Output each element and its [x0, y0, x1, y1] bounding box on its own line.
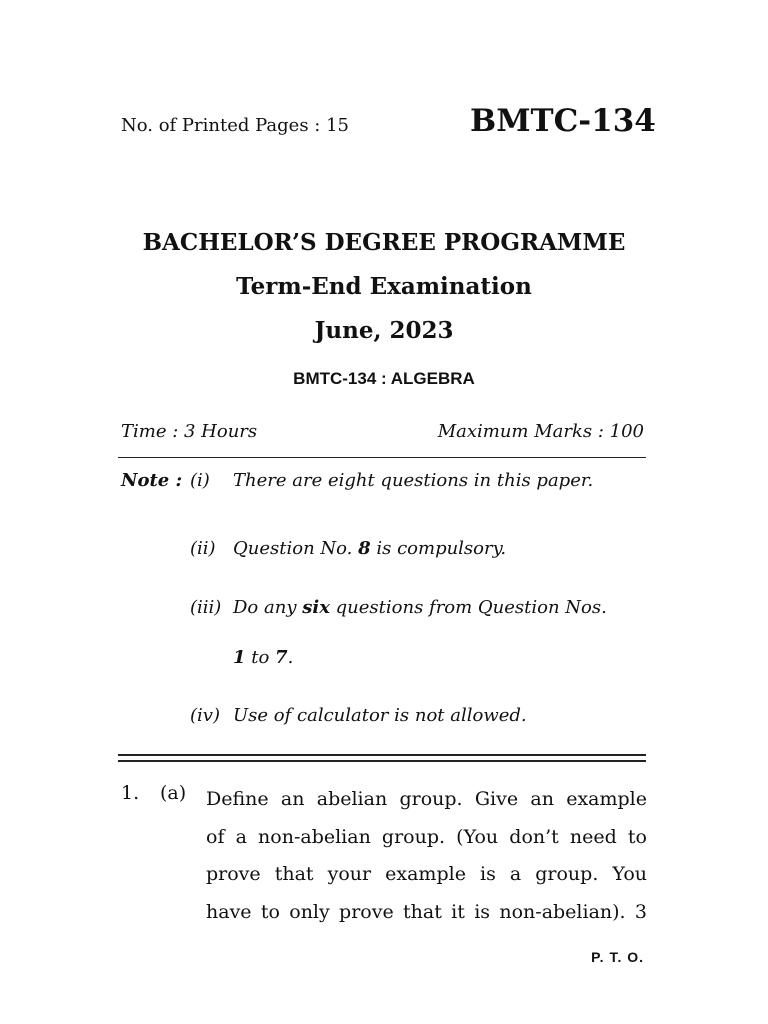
note-item-number: (i) [190, 470, 210, 491]
exam-title: Term-End Examination [236, 273, 532, 300]
time-allowed: Time : 3 Hours [121, 421, 258, 442]
note-label: Note : [121, 470, 183, 491]
question-line: of a non-abelian group. (You don’t need to [206, 825, 647, 848]
question-line: have to only prove that it is non-abelian). 3 [206, 900, 647, 923]
header-divider [118, 457, 646, 458]
note-item-continuation: 1 to 7. [233, 647, 294, 668]
note-item-number: (ii) [190, 538, 216, 559]
note-item-number: (iii) [190, 597, 222, 618]
please-turn-over: P. T. O. [591, 949, 644, 965]
printed-pages-count: No. of Printed Pages : 15 [121, 115, 349, 136]
note-item-text: Question No. 8 is compulsory. [233, 538, 507, 559]
subject-title: BMTC-134 : ALGEBRA [293, 369, 475, 388]
programme-title: BACHELOR’S DEGREE PROGRAMME [142, 229, 626, 256]
question-part-label: (a) [160, 782, 187, 804]
question-number: 1. [121, 782, 140, 804]
exam-session: June, 2023 [314, 317, 454, 344]
section-divider-top [118, 754, 646, 756]
note-item-text: Use of calculator is not allowed. [233, 705, 527, 726]
question-text [206, 781, 647, 931]
section-divider-bottom [118, 760, 646, 762]
note-item-text: There are eight questions in this paper. [233, 470, 594, 491]
note-item-text: Do any six questions from Question Nos. [233, 597, 607, 618]
question-line: prove that your example is a group. You [206, 863, 647, 885]
note-item-number: (iv) [190, 705, 220, 726]
question-line: Define an abelian group. Give an example [206, 788, 647, 810]
course-code: BMTC-134 [470, 103, 656, 139]
maximum-marks: Maximum Marks : 100 [437, 421, 644, 442]
